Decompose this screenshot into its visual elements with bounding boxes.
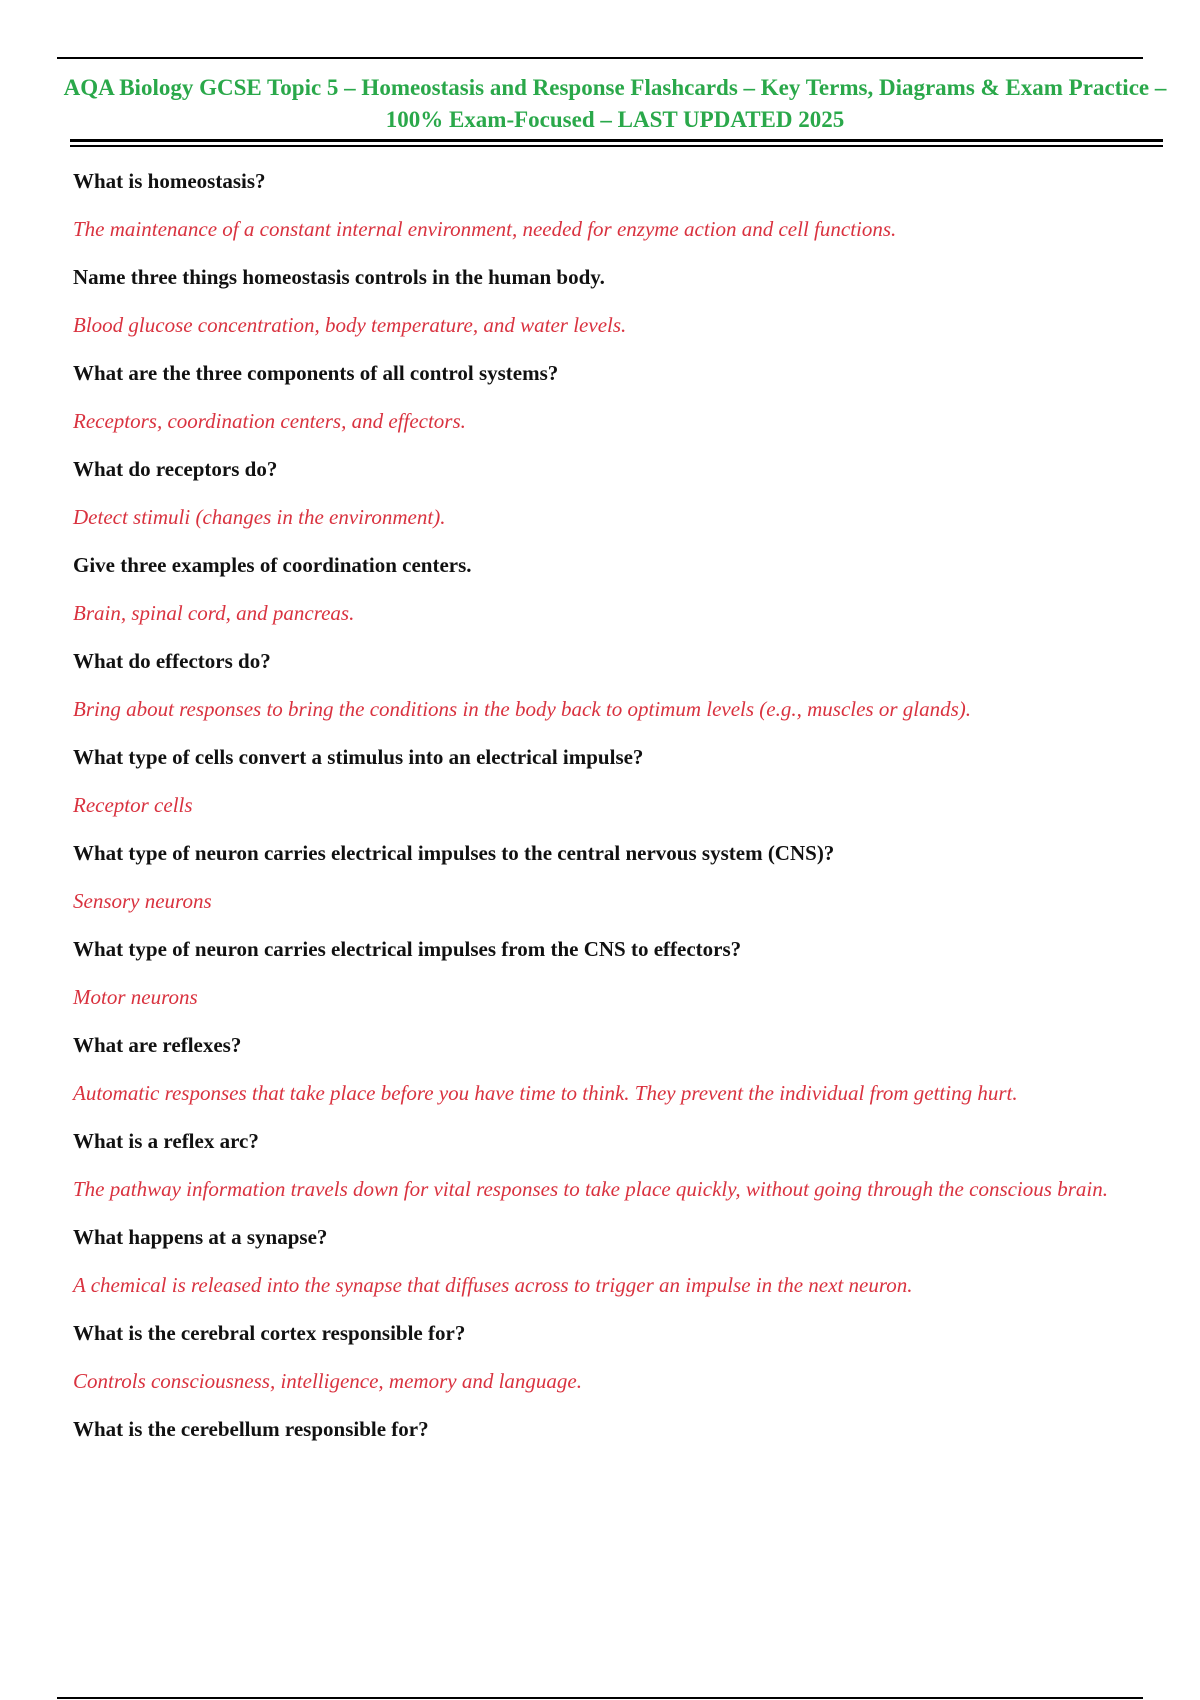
flashcard xyxy=(73,357,1183,437)
flashcard xyxy=(73,933,1183,1013)
page-title: AQA Biology GCSE Topic 5 – Homeostasis and Response Flashcards – Key Terms, Diagrams & Exam Practice – 100% Exam-Focused – LAST UPDATED 2025 xyxy=(63,75,1167,132)
flashcard-question: What are reflexes? xyxy=(73,1033,242,1057)
bottom-rule xyxy=(57,1697,1143,1699)
flashcard-question: Give three examples of coordination centers. xyxy=(73,553,472,577)
flashcard xyxy=(73,453,1183,533)
flashcard-answer: Controls consciousness, intelligence, memory and language. xyxy=(73,1369,582,1393)
flashcard xyxy=(73,549,1183,629)
flashcard-question: What type of cells convert a stimulus into an electrical impulse? xyxy=(73,745,644,769)
flashcard-answer: Bring about responses to bring the conditions in the body back to optimum levels (e.g., muscles or glands). xyxy=(73,697,972,721)
flashcard xyxy=(73,741,1183,821)
flashcard-answer: Blood glucose concentration, body temperature, and water levels. xyxy=(73,313,627,337)
flashcard-answer: The pathway information travels down for vital responses to take place quickly, without going through the conscious brain. xyxy=(73,1177,1108,1201)
flashcard-answer: Receptor cells xyxy=(73,793,193,817)
flashcard-answer: Detect stimuli (changes in the environment). xyxy=(73,505,446,529)
flashcard-answer: Sensory neurons xyxy=(73,889,212,913)
flashcard xyxy=(73,261,1183,341)
title-double-rule xyxy=(70,139,1163,147)
flashcard-question: Name three things homeostasis controls in the human body. xyxy=(73,265,605,289)
flashcard-question: What happens at a synapse? xyxy=(73,1225,328,1249)
flashcard-answer: Brain, spinal cord, and pancreas. xyxy=(73,601,355,625)
flashcard-question: What type of neuron carries electrical impulses from the CNS to effectors? xyxy=(73,937,742,961)
flashcard-list xyxy=(73,165,1183,1461)
flashcard-question: What is a reflex arc? xyxy=(73,1129,259,1153)
flashcard-answer: The maintenance of a constant internal environment, needed for enzyme action and cell functions. xyxy=(73,217,897,241)
flashcard-question: What are the three components of all control systems? xyxy=(73,361,559,385)
flashcard-question: What is homeostasis? xyxy=(73,169,266,193)
flashcard xyxy=(73,1413,1183,1445)
flashcard xyxy=(73,165,1183,245)
flashcard xyxy=(73,1221,1183,1301)
flashcard-question: What is the cerebellum responsible for? xyxy=(73,1417,429,1441)
flashcard xyxy=(73,1125,1183,1205)
flashcard-question: What do receptors do? xyxy=(73,457,278,481)
flashcard-answer: Receptors, coordination centers, and effectors. xyxy=(73,409,466,433)
flashcard xyxy=(73,645,1183,725)
flashcard-question: What is the cerebral cortex responsible for? xyxy=(73,1321,466,1345)
flashcard-answer: Automatic responses that take place before you have time to think. They prevent the individual from getting hurt. xyxy=(73,1081,1018,1105)
flashcard-question: What do effectors do? xyxy=(73,649,271,673)
top-rule xyxy=(57,57,1143,59)
flashcard xyxy=(73,1029,1183,1109)
flashcard xyxy=(73,837,1183,917)
flashcard xyxy=(73,1317,1183,1397)
flashcard-answer: A chemical is released into the synapse that diffuses across to trigger an impulse in the next neuron. xyxy=(73,1273,913,1297)
flashcard-question: What type of neuron carries electrical impulses to the central nervous system (CNS)? xyxy=(73,841,835,865)
flashcard-answer: Motor neurons xyxy=(73,985,198,1009)
